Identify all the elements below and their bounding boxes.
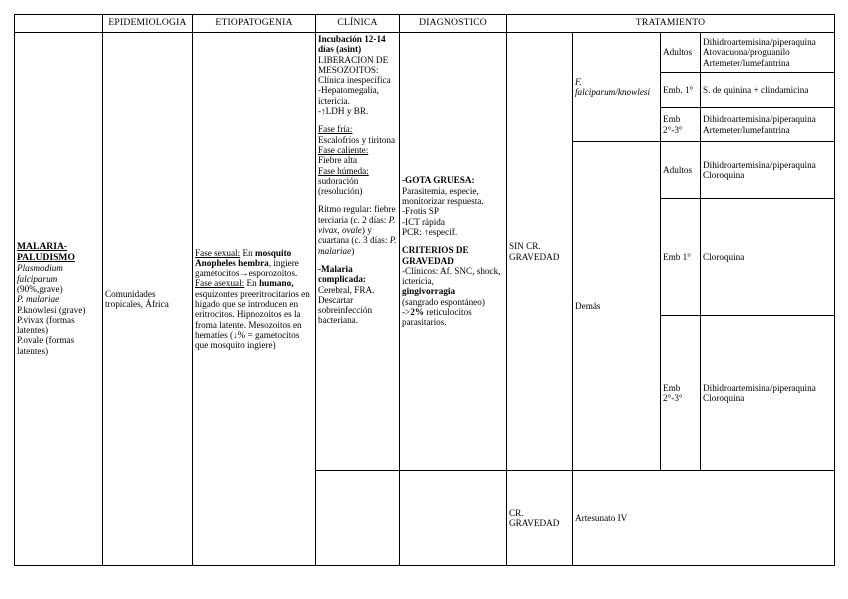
header-epidemiologia: EPIDEMIOLOGIA: [103, 15, 193, 33]
ritmo-pre: Ritmo regular: fiebre terciaria (c. 2 días:: [318, 204, 396, 225]
demas-drugs-2: [701, 316, 835, 471]
gingivorragia: gingivorragia: [402, 286, 456, 297]
ritmo-vivax: P. vivax, ovale: [318, 214, 396, 236]
header-row: [15, 15, 835, 33]
reticulocitos-pre: ->: [402, 306, 411, 317]
demas-drug-0-1: Cloroquina: [703, 170, 745, 180]
clinica-liberacion: LIBERACION DE MESOZOITOS:: [318, 54, 389, 75]
diag-item-0: -Frotis SP: [402, 206, 440, 217]
fase-asexual-label: Fase asexual:: [195, 278, 245, 289]
disease-line-2: (90%,grave): [17, 283, 63, 294]
demas-drugs-1: [701, 199, 835, 316]
demas-group-1: Emb 1°: [661, 199, 701, 316]
especie-cell: F. falciparum/knowlesi: [573, 33, 661, 142]
disease-line-1: falciparum: [17, 273, 58, 284]
header-tratamiento: TRATAMIENTO: [507, 15, 835, 33]
clinica-cell: [316, 33, 400, 471]
disease-line-6: P.ovale (formas latentes): [17, 335, 75, 356]
demas-drug-0-0: Dihidroartemisina/piperaquina: [703, 159, 816, 170]
demas-cell: Demás: [573, 142, 661, 471]
fase-humeda-text: sudoración (resolución): [318, 175, 363, 197]
ritmo-regular: [318, 204, 397, 255]
demas-group-0: Adultos: [661, 142, 701, 199]
cr-gravedad-cell: CR. GRAVEDAD: [507, 471, 573, 566]
epidemiologia-cell: Comunidades tropicales, África: [103, 33, 193, 566]
fase-sexual-text: , ingiere gametocitos→esporozoitos.: [195, 257, 299, 279]
falc-drugs-0: [701, 33, 835, 73]
gota-label: -GOTA GRUESA:: [402, 175, 475, 186]
fase-sexual-label: Fase sexual:: [195, 247, 241, 258]
disease-line-0: Plasmodium: [17, 263, 63, 274]
disease-cell: [15, 33, 103, 566]
disease-line-4: P.knowlesi (grave): [17, 304, 86, 315]
ritmo-mid: ) y cuartana (c. 3 días:: [318, 225, 390, 246]
clinica-item-0: Clínica inespecífica: [318, 75, 391, 86]
fase-asexual-host: humano,: [259, 278, 294, 289]
clinica-item-2: -↑LDH y BR.: [318, 106, 369, 117]
sangrado: (sangrado espontáneo): [402, 296, 485, 307]
falc-drug-0-0: Dihidroartemisina/piperaquina: [703, 37, 816, 48]
falc-group-0: Adultos: [661, 33, 701, 73]
falc-group-2: Emb 2°-3°: [661, 108, 701, 142]
demas-drug-2-1: Cloroquina: [703, 393, 745, 403]
artesunato-cell: Artesunato IV: [573, 471, 835, 566]
etiopatogenia-cell: [193, 33, 316, 566]
fase-sexual-host: mosquito Anopheles hembra: [195, 247, 292, 268]
complicada-text: Cerebral, FRA. Descartar sobreinfección bacteriana.: [318, 284, 375, 326]
diag-item-2: PCR: ↑especif.: [402, 226, 458, 237]
fase-asexual-text: esquizontes preeritrocitarios en hígado que se introducen en eritrocitos. Hipnozoitos es la froma latente. Mesozoitos en hematíes (↓% = gametocitos que mosquito ingiere): [195, 288, 310, 351]
reticulocitos-post: reticulocitos parasitarios.: [402, 306, 472, 328]
fase-sexual-pre: En: [240, 247, 255, 258]
complicada-label: -Malaria complicada:: [318, 263, 366, 285]
falc-drug-2-1: Artemeter/lumefantrina: [703, 124, 790, 135]
sin-gravedad-cell: SIN CR. GRAVEDAD: [507, 33, 573, 471]
fase-caliente-text: Fiebre alta: [318, 155, 358, 166]
disease-line-3: P. malariae: [17, 294, 60, 305]
diag-item-1: -ICT rápida: [402, 216, 445, 227]
fase-caliente-label: Fase caliente:: [318, 144, 369, 155]
header-blank: [15, 15, 103, 33]
fase-fria-text: Escalofríos y tiritona: [318, 134, 396, 145]
header-clinica: CLÍNICA: [316, 15, 400, 33]
demas-drug-1-0: Cloroquina: [703, 251, 745, 262]
gota-text: Parasitemia, especie, monitorizar respuesta.: [402, 185, 484, 207]
clinica-bottom-cell: [316, 471, 400, 566]
falc-drug-2-0: Dihidroartemisina/piperaquina: [703, 114, 816, 125]
fase-humeda-label: Fase húmeda:: [318, 165, 369, 176]
fase-asexual-pre: En: [244, 278, 260, 289]
falc-drug-0-1: Atovacuona/proguanilo: [703, 47, 790, 58]
clinica-item-1: -Hepatomegalia, ictericia.: [318, 85, 379, 106]
demas-drug-2-0: Dihidroartemisina/piperaquina: [703, 382, 816, 393]
criterios-text: -Clínicos: Af. SNC, shock, ictericia,: [402, 265, 501, 287]
header-etiopatogenia: ETIOPATOGENIA: [193, 15, 316, 33]
falc-drugs-2: [701, 108, 835, 142]
header-diagnostico: DIAGNOSTICO: [400, 15, 507, 33]
reticulocitos: [402, 307, 504, 328]
fase-fria-label: Fase fría:: [318, 124, 353, 135]
diagnostico-cell: [400, 33, 507, 471]
falc-group-1: Emb. 1°: [661, 73, 701, 108]
criterios-label: CRITERIOS DE GRAVEDAD: [402, 245, 469, 266]
disease-line-5: P.vivax (formas latentes): [17, 314, 75, 336]
demas-drugs-0: [701, 142, 835, 199]
diagnostico-bottom-cell: [400, 471, 507, 566]
clinica-incubacion: Incubación 12-14 días (asint): [318, 34, 386, 55]
falc-drug-0-2: Artemeter/lumefantrina: [703, 57, 790, 68]
malaria-table: [14, 14, 835, 566]
ritmo-post: ): [351, 245, 355, 256]
disease-lines: [17, 263, 100, 356]
falc-drug-1-0: S. de quinina + clindamicina: [703, 84, 809, 95]
reticulocitos-bold: 2%: [410, 306, 425, 317]
demas-group-2: Emb 2°-3°: [661, 316, 701, 471]
falc-drugs-1: [701, 73, 835, 108]
disease-title: MALARIA-PALUDISMO: [17, 240, 75, 263]
ritmo-malariae: P. malariae: [318, 235, 397, 256]
